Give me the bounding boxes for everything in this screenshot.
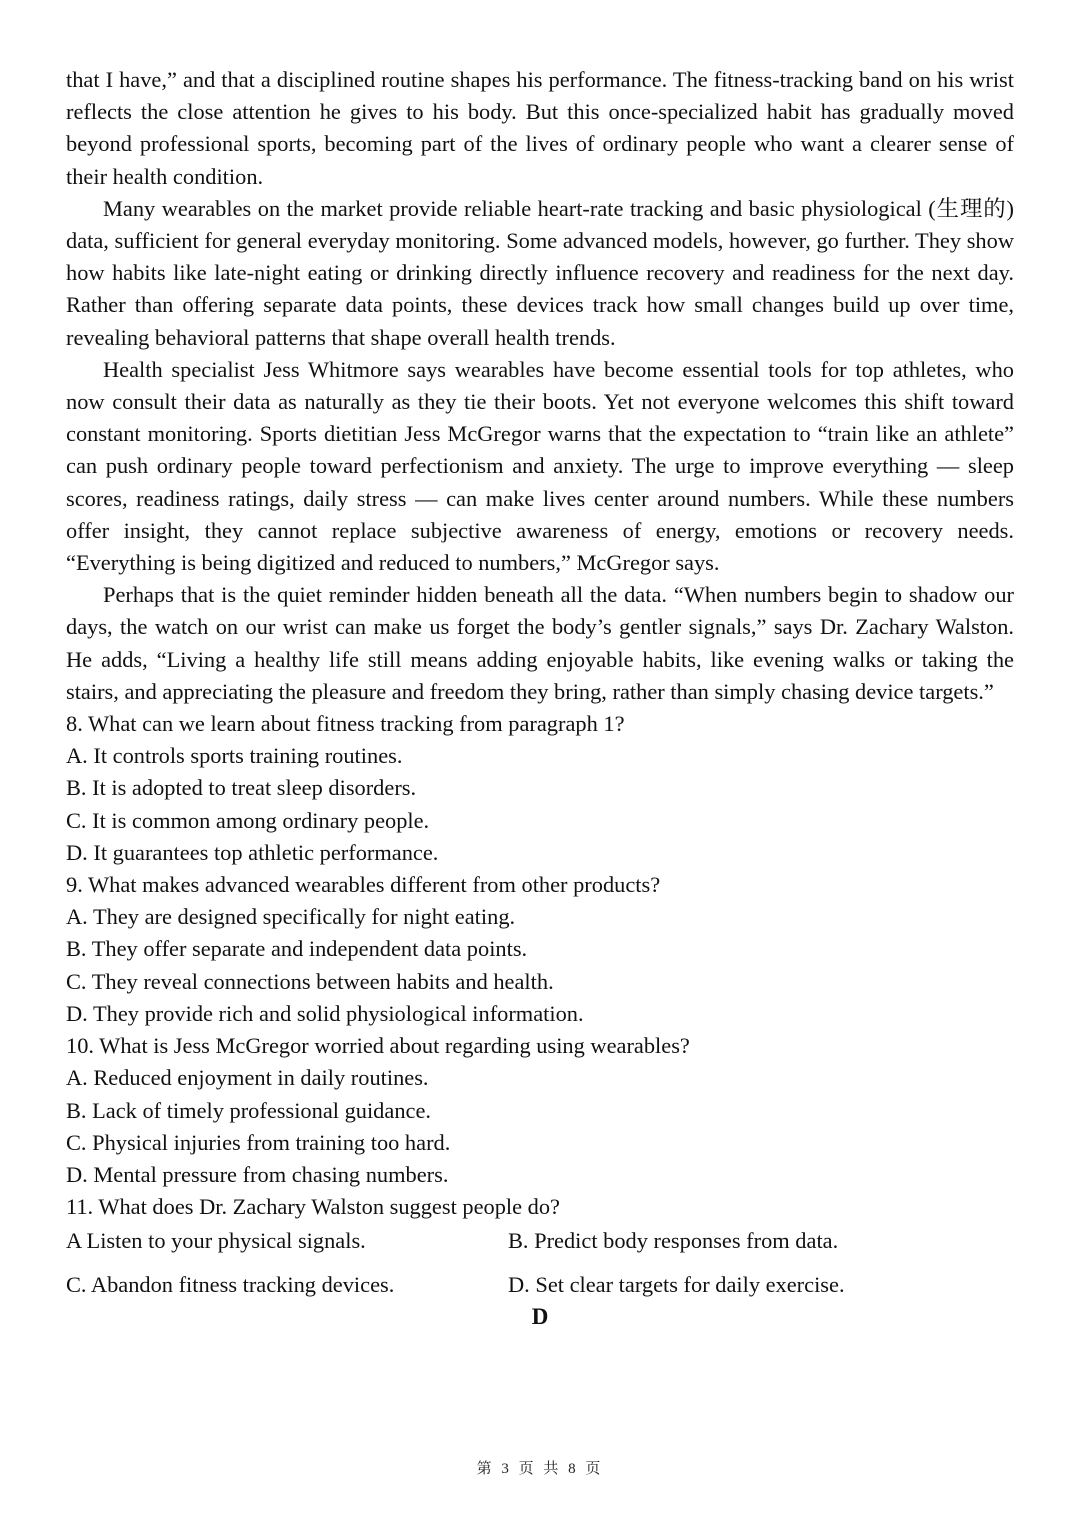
page-number-footer: 第 3 页 共 8 页 (476, 1461, 604, 1477)
question-10 (66, 1030, 1014, 1191)
exam-page (66, 64, 1014, 1333)
option-b: B. Predict body responses from data. (508, 1228, 839, 1254)
option-c: C. They reveal connections between habits and health. (66, 968, 554, 994)
option-d: D. Mental pressure from chasing numbers. (66, 1161, 449, 1187)
reading-passage (66, 64, 1014, 708)
option-b: B. They offer separate and independent data points. (66, 936, 528, 962)
passage-paragraph-4: Perhaps that is the quiet reminder hidden beneath all the data. “When numbers begin to shadow our days, the watch on our wrist can make us forget the body’s gentler signals,” says Dr. Zachary Walston. He adds, “Living a healthy life still means adding enjoyable habits, like evening walks or taking the stairs, and appreciating the pleasure and freedom they bring, rather than simply chasing device targets.” (66, 582, 1014, 704)
question-8 (66, 708, 1014, 869)
option-b: B. Lack of timely professional guidance. (66, 1097, 431, 1123)
passage-paragraph-1: that I have,” and that a disciplined routine shapes his performance. The fitness-tracking band on his wrist reflects the close attention he gives to his body. But this once-specialized habit has gradually moved beyond professional sports, becoming part of the lives of ordinary people who want a clearer sense of their health condition. (66, 67, 1014, 189)
passage-paragraph-3: Health specialist Jess Whitmore says wearables have become essential tools for top athletes, who now consult their data as naturally as they tie their boots. Yet not everyone welcomes this shift toward constant monitoring. Sports dietitian Jess McGregor warns that the expectation to “train like an athlete” can push ordinary people toward perfectionism and anxiety. The urge to improve everything — sleep scores, readiness ratings, daily stress — can make lives center around numbers. While these numbers offer insight, they cannot replace subjective awareness of energy, emotions or recovery needs. “Everything is being digitized and reduced to numbers,” McGregor says. (66, 356, 1014, 576)
option-c: C. Physical injuries from training too hard. (66, 1129, 451, 1155)
options-row-1 (66, 1223, 1014, 1269)
section-heading-d: D (531, 1304, 549, 1330)
option-d: D. It guarantees top athletic performance. (66, 839, 439, 865)
passage-paragraph-2: Many wearables on the market provide reliable heart-rate tracking and basic physiological (生理的) data, sufficient for general everyday monitoring. Some advanced models, however, go further. They show how habits like late-night eating or drinking directly influence recovery and readiness for the next day. Rather than offering separate data points, these devices track how small changes build up over time, revealing behavioral patterns that shape overall health trends. (66, 195, 1014, 350)
options-row-2 (66, 1269, 1014, 1301)
option-a: A Listen to your physical signals. (66, 1228, 366, 1254)
question-stem: 10. What is Jess McGregor worried about regarding using wearables? (66, 1033, 690, 1059)
option-d: D. Set clear targets for daily exercise. (508, 1272, 845, 1298)
question-stem: 9. What makes advanced wearables different from other products? (66, 872, 661, 898)
option-b: B. It is adopted to treat sleep disorders. (66, 775, 417, 801)
option-c: C. Abandon fitness tracking devices. (66, 1272, 395, 1298)
option-a: A. It controls sports training routines. (66, 743, 403, 769)
option-a: A. They are designed specifically for night eating. (66, 904, 516, 930)
question-9 (66, 869, 1014, 1030)
question-11 (66, 1191, 1014, 1301)
question-stem: 11. What does Dr. Zachary Walston suggest people do? (66, 1194, 560, 1220)
option-c: C. It is common among ordinary people. (66, 807, 430, 833)
option-d: D. They provide rich and solid physiological information. (66, 1000, 584, 1026)
option-a: A. Reduced enjoyment in daily routines. (66, 1065, 429, 1091)
question-stem: 8. What can we learn about fitness tracking from paragraph 1? (66, 711, 625, 737)
